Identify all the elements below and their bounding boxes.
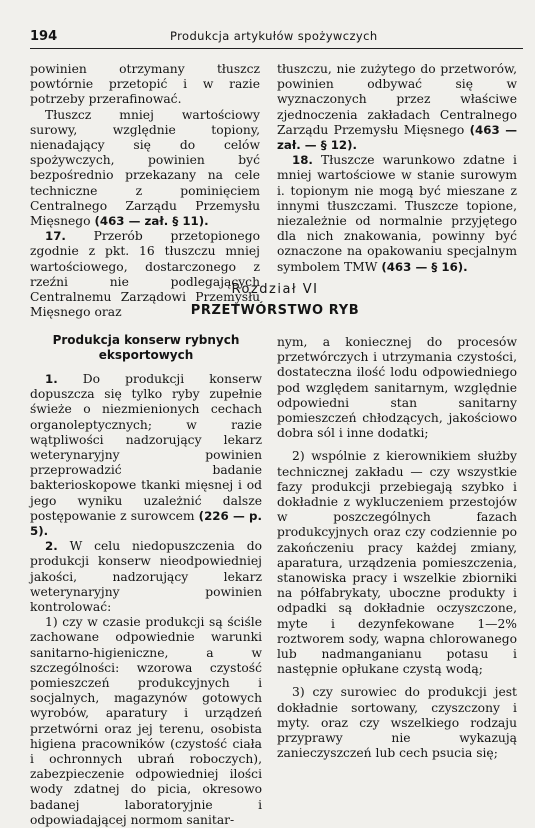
paragraph-text: Przerób przetopionego zgodnie z pkt. 16 tłuszczu mniej wartościowego, dostarczonego z rzeźni nie podlegających Centralnemu Zarządowi Przemysłu Mięsnego oraz — [30, 229, 260, 320]
chapter-label: Rozdział VI — [231, 282, 319, 297]
paragraph-number: 18. — [292, 153, 313, 168]
section-subtitle: Produkcja konserw rybnych eksportowych — [52, 333, 240, 362]
list-item: 3) czy surowiec do produkcji jest dokładnie sortowany, czyszczony i myty. oraz czy wszelkiego rodzaju przyprawy nie wykazują zanieczyszczeń lub cech psucia się; — [277, 685, 517, 761]
lower-left-column — [30, 372, 262, 828]
paragraph-text: W celu niedopuszczenia do produkcji konserw nieodpowiedniej jakości, nadzorujący lekarz weterynaryjny powinien kontrolować: — [30, 539, 262, 615]
legal-reference: (463 — § 16). — [381, 259, 468, 274]
paragraph-number: 17. — [45, 229, 66, 244]
paragraph — [277, 153, 517, 275]
paragraph-text: tłuszczu, nie zużytego do przetworów, powinien odbywać się w wyznaczonych przez właściwe zjednoczenia zakładach Centralnego Zarządu Przemysłu Mięsnego — [277, 62, 517, 137]
lower-right-column — [277, 335, 517, 761]
legal-reference: (226 — p. 5). — [30, 508, 262, 539]
page-header — [30, 26, 523, 49]
paragraph-number: 1. — [45, 372, 58, 386]
chapter-title: PRZETWÓRSTWO RYB — [190, 303, 360, 318]
paragraph-number: 2. — [45, 539, 58, 554]
list-item: 1) czy w czasie produkcji są ściśle zachowane odpowiednie warunki sanitarno-higieniczne, a w szczególności: wzorowa czystość pomieszczeń produkcyjnych i socjalnych, magazynów gotowych wyrobów, aparatury i urządzeń przetwórni oraz jej terenu, osobista higiena pracowników (czystość ciała i ochronnych ubrań roboczych), zabezpieczenie odpowiedniej ilości wody zdatnej do picia, okresowo badanej laboratoryjnie i odpowiadającej normom sanitar- — [30, 615, 262, 827]
paragraph — [30, 539, 262, 615]
paragraph: nym, a koniecznej do procesów przetwórczych i utrzymania czystości, dostateczna ilość lodu odpowiedniego pod względem sanitarnym, względnie odpowiedni stan sanitarny pomieszczeń chłodzących, jakościowo dobra sól i inne dodatki; — [277, 335, 517, 441]
legal-reference: (463 — zał. — § 12). — [277, 122, 517, 153]
legal-reference: (463 — zał. § 11). — [94, 214, 209, 229]
running-title: Produkcja artykułów spożywczych — [170, 29, 378, 43]
paragraph: powinien otrzymany tłuszcz powtórnie przetopić i w razie potrzeby przerafinować. — [30, 62, 260, 107]
paragraph-text: Tłuszcze warunkowo zdatne i mniej wartościowe w stanie surowym i. topionym nie mogą być mieszane z innymi tłuszczami. Tłuszcze topione, niezależnie od normalnie przyjętego dla nich znakowania, powinny być oznaczone na opakowaniu specjalnym symbolem TMW — [277, 153, 517, 274]
upper-right-column — [277, 62, 517, 275]
paragraph — [277, 62, 517, 153]
paragraph — [30, 372, 262, 539]
paragraph-text: Tłuszcz mniej wartościowy surowy, względnie topiony, nienadający się do celów spożywczych, powinien być bezpośrednio przekazany na cele techniczne z pominięciem Centralnego Zarządu Przemysłu Mięsnego — [30, 107, 260, 229]
page-number: 194 — [30, 29, 58, 44]
paragraph — [30, 108, 260, 230]
list-item: 2) wspólnie z kierownikiem służby technicznej zakładu — czy wszystkie fazy produkcji przebiegają szybko i dokładnie z wykluczeniem przestojów w poszczególnych fazach produkcyjnych oraz czy codziennie po zakończeniu pracy każdej zmiany, aparatura, urządzenia pomieszczenia, stanowiska pracy i wszelkie zbiorniki na półfabrykaty, uboczne produkty i odpadki są dokładnie oczyszczone, myte i dezynfekowane 1—2% roztworem sody, wapna chlorowanego lub nadmanganianu potasu i następnie opłukane czystą wodą; — [277, 449, 517, 677]
paragraph-text: Do produkcji konserw dopuszcza się tylko ryby zupełnie świeże o niezmienionych cechach organoleptycznych; w razie wątpliwości nadzorujący lekarz weterynaryjny powinien przeprowadzić badanie bakterioskopowe tkanki mięsnej i od jego wyniku uzależnić dalsze postępowanie z surowcem — [30, 372, 262, 523]
